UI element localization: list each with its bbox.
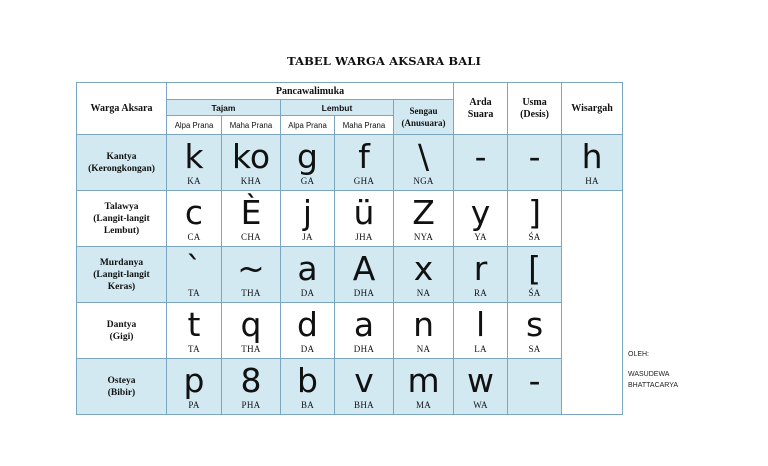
row-label: Kantya (Kerongkongan) bbox=[77, 135, 167, 191]
aksara-cell: g GA bbox=[281, 135, 335, 191]
aksara-table bbox=[76, 82, 623, 415]
aksara-cell: ] ŚA bbox=[508, 191, 562, 247]
table-row bbox=[77, 135, 623, 191]
aksara-cell: È CHA bbox=[222, 191, 281, 247]
aksara-cell: n NA bbox=[394, 303, 454, 359]
aksara-cell: r RA bbox=[454, 247, 508, 303]
header-arda-suara: Arda Suara bbox=[454, 83, 508, 135]
table-row bbox=[77, 247, 623, 303]
aksara-cell: 8 PHA bbox=[222, 359, 281, 415]
row-label: Talawya (Langit-langit Lembut) bbox=[77, 191, 167, 247]
credit-name-line1: WASUDEWA bbox=[628, 371, 670, 378]
row-label: Osteya (Bibir) bbox=[77, 359, 167, 415]
aksara-cell: - bbox=[508, 359, 562, 415]
aksara-cell: m MA bbox=[394, 359, 454, 415]
table-row bbox=[77, 303, 623, 359]
aksara-cell: Z NYA bbox=[394, 191, 454, 247]
aksara-cell: ` TA bbox=[167, 247, 222, 303]
row-label: Murdanya (Langit-langit Keras) bbox=[77, 247, 167, 303]
aksara-cell: w WA bbox=[454, 359, 508, 415]
aksara-cell: k KA bbox=[167, 135, 222, 191]
aksara-cell: p PA bbox=[167, 359, 222, 415]
aksara-cell: \ NGA bbox=[394, 135, 454, 191]
header-pancawalimuka: Pancawalimuka bbox=[167, 83, 454, 100]
empty-wisargah-cell bbox=[562, 191, 623, 415]
aksara-cell: x NA bbox=[394, 247, 454, 303]
credit-oleh: OLEH: bbox=[628, 351, 650, 358]
header-wisargah: Wisargah bbox=[562, 83, 623, 135]
header-tajam: Tajam bbox=[167, 100, 281, 116]
table-row bbox=[77, 191, 623, 247]
aksara-cell: ko KHA bbox=[222, 135, 281, 191]
aksara-cell: h HA bbox=[562, 135, 623, 191]
aksara-cell: c CA bbox=[167, 191, 222, 247]
aksara-cell: ü JHA bbox=[335, 191, 394, 247]
aksara-cell: a DA bbox=[281, 247, 335, 303]
aksara-cell: d DA bbox=[281, 303, 335, 359]
aksara-cell: l LA bbox=[454, 303, 508, 359]
header-maha-prana-tajam: Maha Prana bbox=[222, 116, 281, 135]
aksara-cell: - bbox=[508, 135, 562, 191]
credit-name-line2: BHATTACARYA bbox=[628, 382, 679, 389]
aksara-cell: [ ŚA bbox=[508, 247, 562, 303]
aksara-cell: - bbox=[454, 135, 508, 191]
table-row bbox=[77, 359, 623, 415]
aksara-cell: q THA bbox=[222, 303, 281, 359]
aksara-cell: j JA bbox=[281, 191, 335, 247]
row-label: Dantya (Gigi) bbox=[77, 303, 167, 359]
page-title: TABEL WARGA AKSARA BALI bbox=[287, 54, 481, 68]
aksara-cell: b BA bbox=[281, 359, 335, 415]
aksara-cell: a DHA bbox=[335, 303, 394, 359]
header-alpa-prana-lembut: Alpa Prana bbox=[281, 116, 335, 135]
aksara-cell: y YA bbox=[454, 191, 508, 247]
header-usma: Usma (Desis) bbox=[508, 83, 562, 135]
header-lembut: Lembut bbox=[281, 100, 394, 116]
aksara-cell: v BHA bbox=[335, 359, 394, 415]
header-warga-aksara: Warga Aksara bbox=[77, 83, 167, 135]
aksara-cell: A DHA bbox=[335, 247, 394, 303]
header-maha-prana-lembut: Maha Prana bbox=[335, 116, 394, 135]
aksara-cell: f GHA bbox=[335, 135, 394, 191]
header-alpa-prana-tajam: Alpa Prana bbox=[167, 116, 222, 135]
aksara-cell: s SA bbox=[508, 303, 562, 359]
aksara-cell: t TA bbox=[167, 303, 222, 359]
header-sengau: Sengau (Anusuara) bbox=[394, 100, 454, 135]
aksara-cell: ~ THA bbox=[222, 247, 281, 303]
